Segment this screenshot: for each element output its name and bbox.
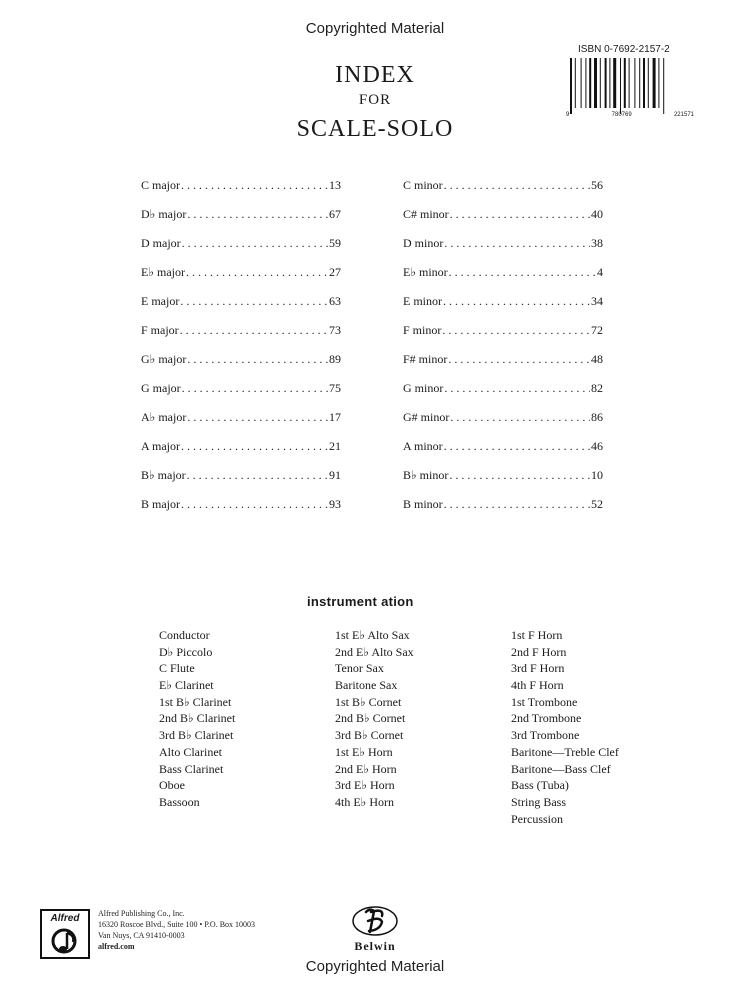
- index-entry: [403, 497, 603, 526]
- dot-leader: [448, 352, 590, 367]
- index-entry: [403, 352, 603, 381]
- dot-leader: [444, 381, 590, 396]
- index-page-number: 52: [591, 497, 603, 511]
- dot-leader: [444, 497, 590, 512]
- dot-leader: [444, 236, 590, 251]
- instrument-item: Bass Clarinet: [159, 761, 224, 776]
- instrument-item: 2nd F Horn: [511, 644, 567, 659]
- index-page-number: 63: [329, 294, 341, 308]
- belwin-brand: Belwin: [354, 939, 396, 953]
- dot-leader: [180, 294, 328, 309]
- publisher-line: 16320 Roscoe Blvd., Suite 100 • P.O. Box 10003: [98, 920, 256, 929]
- index-entry: [403, 236, 603, 265]
- barcode-icon: [568, 58, 690, 116]
- dot-leader: [450, 207, 590, 222]
- index-page-number: 17: [329, 410, 341, 424]
- instrument-item: 3rd B♭ Cornet: [335, 728, 404, 743]
- index-entry: [141, 323, 341, 352]
- instrument-item: Conductor: [159, 628, 210, 642]
- instrument-item: 1st E♭ Horn: [335, 744, 393, 759]
- instrument-item: D♭ Piccolo: [159, 644, 213, 659]
- instrument-item: 2nd B♭ Cornet: [335, 711, 406, 726]
- index-entry: [141, 352, 341, 381]
- index-page-number: 89: [329, 352, 341, 366]
- instrument-item: String Bass: [511, 794, 567, 809]
- publisher-line: Alfred Publishing Co., Inc.: [98, 909, 185, 918]
- dot-leader: [181, 497, 328, 512]
- instrument-item: Baritone—Bass Clef: [511, 761, 611, 776]
- index-entry: [141, 468, 341, 497]
- index-entry: [403, 265, 603, 294]
- index-key: E♭ major: [141, 265, 185, 279]
- index-key: A♭ major: [141, 410, 187, 424]
- index-entry: [403, 410, 603, 439]
- instrument-item: E♭ Clarinet: [159, 678, 214, 693]
- index-page-number: 38: [591, 236, 603, 250]
- index-key: G minor: [403, 381, 444, 395]
- instrument-item: 1st F Horn: [511, 628, 563, 642]
- instrument-item: 2nd B♭ Clarinet: [159, 711, 236, 726]
- index-key: A major: [141, 439, 180, 453]
- index-page-number: 27: [329, 265, 341, 279]
- index-entry: [141, 410, 341, 439]
- index-key: C minor: [403, 178, 443, 192]
- dot-leader: [443, 294, 590, 309]
- index-entry: [141, 236, 341, 265]
- index-entry: [141, 178, 341, 207]
- instrument-list-woodwinds: [159, 627, 235, 811]
- dot-leader: [449, 265, 596, 280]
- barcode-digit-group: 780769: [611, 112, 632, 118]
- publisher-line: Van Nuys, CA 91410-0003: [98, 931, 185, 940]
- index-key: G# minor: [403, 410, 450, 424]
- dot-leader: [449, 468, 590, 483]
- instrumentation-heading: instrument ation: [307, 594, 414, 609]
- dot-leader: [187, 207, 328, 222]
- instrument-item: 1st E♭ Alto Sax: [335, 628, 410, 642]
- instrument-list-brass-percussion: [511, 627, 619, 827]
- barcode-digit-group: 221571: [673, 112, 694, 118]
- index-entry: [403, 439, 603, 468]
- index-key: C# minor: [403, 207, 449, 221]
- index-page-number: 72: [591, 323, 603, 337]
- major-keys-index: [141, 178, 341, 526]
- index-page-number: 75: [329, 381, 341, 395]
- index-key: F major: [141, 323, 179, 337]
- instrument-item: 1st B♭ Clarinet: [159, 694, 232, 709]
- alfred-logo-text: Alfred: [50, 913, 80, 924]
- index-page-number: 82: [591, 381, 603, 395]
- index-page-number: 56: [591, 178, 603, 192]
- index-entry: [403, 468, 603, 497]
- instrument-list-saxes-cornets: [335, 627, 414, 811]
- index-page-number: 46: [591, 439, 603, 453]
- dot-leader: [187, 468, 328, 483]
- index-page-number: 48: [591, 352, 603, 366]
- instrument-item: Alto Clarinet: [159, 744, 222, 759]
- index-entry: [141, 497, 341, 526]
- dot-leader: [187, 352, 328, 367]
- instrument-item: Baritone Sax: [335, 678, 398, 693]
- instrument-item: 1st Trombone: [511, 694, 578, 709]
- instrument-item: 3rd B♭ Clarinet: [159, 728, 234, 743]
- copyright-top: Copyrighted Material: [305, 20, 445, 37]
- index-page-number: 59: [329, 236, 341, 250]
- index-page-number: 4: [597, 265, 603, 279]
- index-key: D minor: [403, 236, 444, 250]
- index-page-number: 21: [329, 439, 341, 453]
- index-key: B minor: [403, 497, 443, 511]
- instrument-item: 3rd E♭ Horn: [335, 778, 395, 793]
- index-key: D major: [141, 236, 181, 250]
- instrument-item: 3rd F Horn: [511, 661, 565, 676]
- index-page-number: 86: [591, 410, 603, 424]
- instrument-item: Tenor Sax: [335, 661, 384, 676]
- index-entry: [403, 323, 603, 352]
- instrument-item: 3rd Trombone: [511, 728, 580, 743]
- title-for: FOR: [358, 92, 392, 108]
- instrument-item: 4th F Horn: [511, 678, 564, 693]
- instrument-item: Bassoon: [159, 794, 200, 809]
- dot-leader: [442, 323, 590, 338]
- index-entry: [141, 381, 341, 410]
- instrument-item: Percussion: [511, 811, 563, 826]
- instrument-item: Oboe: [159, 778, 185, 793]
- index-entry: [403, 207, 603, 236]
- dot-leader: [181, 178, 328, 193]
- index-page-number: 40: [591, 207, 603, 221]
- index-page-number: 91: [329, 468, 341, 482]
- index-key: F# minor: [403, 352, 448, 366]
- index-key: E minor: [403, 294, 442, 308]
- instrument-item: 2nd E♭ Horn: [335, 761, 397, 776]
- index-key: G♭ major: [141, 352, 187, 366]
- index-entry: [141, 294, 341, 323]
- index-page-number: 34: [591, 294, 603, 308]
- dot-leader: [450, 410, 590, 425]
- index-page-number: 93: [329, 497, 341, 511]
- index-entry: [403, 381, 603, 410]
- dot-leader: [182, 381, 328, 396]
- instrument-item: 1st B♭ Cornet: [335, 694, 402, 709]
- instrument-item: 4th E♭ Horn: [335, 794, 394, 809]
- index-key: D♭ major: [141, 207, 187, 221]
- dot-leader: [182, 236, 328, 251]
- publisher-website[interactable]: alfred.com: [98, 942, 135, 951]
- index-key: A minor: [403, 439, 443, 453]
- dot-leader: [444, 439, 590, 454]
- index-page-number: 73: [329, 323, 341, 337]
- index-key: B♭ minor: [403, 468, 449, 482]
- instrument-item: Baritone—Treble Clef: [511, 744, 619, 759]
- index-entry: [403, 178, 603, 207]
- copyright-bottom: Copyrighted Material: [305, 958, 445, 975]
- alfred-logo: [40, 909, 90, 959]
- title-index: INDEX: [335, 62, 415, 88]
- isbn-label: ISBN 0-7692-2157-2: [578, 44, 670, 55]
- publisher-address: [98, 908, 255, 952]
- dot-leader: [187, 410, 328, 425]
- index-key: E major: [141, 294, 180, 308]
- instrument-item: C Flute: [159, 661, 195, 676]
- dot-leader: [444, 178, 590, 193]
- index-key: B major: [141, 497, 180, 511]
- title-scale-solo: SCALE-SOLO: [296, 116, 454, 142]
- index-page-number: 67: [329, 207, 341, 221]
- index-entry: [141, 207, 341, 236]
- index-entry: [141, 265, 341, 294]
- dot-leader: [181, 439, 328, 454]
- barcode-digits: [566, 112, 694, 118]
- index-key: F minor: [403, 323, 442, 337]
- index-key: B♭ major: [141, 468, 186, 482]
- dot-leader: [180, 323, 328, 338]
- instrument-item: 2nd Trombone: [511, 711, 582, 726]
- instrument-item: 2nd E♭ Alto Sax: [335, 644, 414, 659]
- alfred-quaver-icon: [49, 927, 81, 955]
- index-page-number: 13: [329, 178, 341, 192]
- instrument-item: Bass (Tuba): [511, 778, 569, 793]
- belwin-logo-icon: [340, 902, 410, 942]
- index-key: E♭ minor: [403, 265, 448, 279]
- index-entry: [141, 439, 341, 468]
- index-page-number: 10: [591, 468, 603, 482]
- dot-leader: [186, 265, 328, 280]
- index-entry: [403, 294, 603, 323]
- index-key: C major: [141, 178, 180, 192]
- minor-keys-index: [403, 178, 603, 526]
- index-key: G major: [141, 381, 181, 395]
- barcode-digit-group: 9: [566, 112, 570, 118]
